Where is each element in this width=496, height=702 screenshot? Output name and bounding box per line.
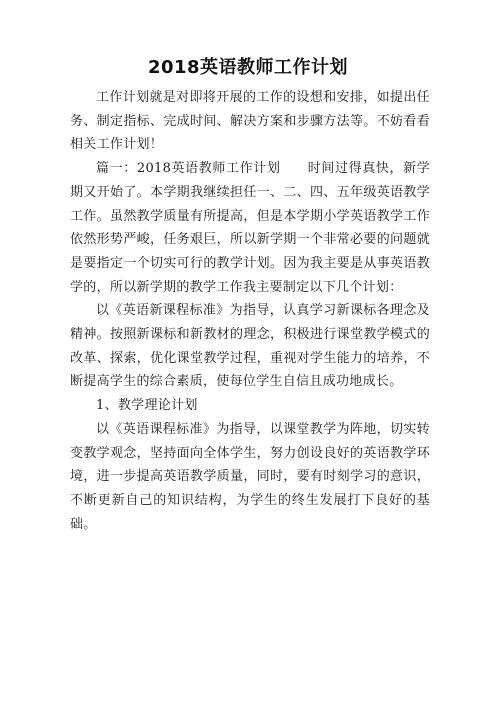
intro-paragraph: 工作计划就是对即将开展的工作的设想和安排，如提出任务、制定指标、完成时间、解决方案和步骤方法等。不妨看看相关工作计划！ [70, 90, 430, 153]
document-body [70, 86, 430, 536]
plan-one-paragraph: 篇一：2018英语教师工作计划 时间过得真快，新学期又开始了。本学期我继续担任一、二、四、五年级英语教学工作。虽然教学质量有所提高，但是本学期小学英语教学工作依然形势严峻，任务艰巨，所以新学期一个非常必要的问题就是要指定一个切实可行的教学计划。因为我主要是从事英语教学的，所以新学期的教学工作我主要制定以下几个计划： [70, 161, 430, 295]
teaching-theory-paragraph: 以《英语课程标准》为指导，以课堂教学为阵地，切实转变教学观念，坚持面向全体学生，努力创设良好的英语教学环境，进一步提高英语教学质量，同时，要有时刻学习的意识，不断更新自己的知识结构，为学生的终生发展打下良好的基础。 [70, 421, 430, 532]
document-title: 2018英语教师工作计划 [147, 57, 349, 78]
guideline-paragraph: 以《英语新课程标准》为指导，认真学习新课标各理念及精神。按照新课标和新教材的理念，积极进行课堂教学模式的改革、探索，优化课堂教学过程，重视对学生能力的培养，不断提高学生的综合素质，使每位学生自信且成功地成长。 [70, 303, 430, 390]
section-heading-teaching-theory: 1、教学理论计划 [96, 398, 198, 414]
